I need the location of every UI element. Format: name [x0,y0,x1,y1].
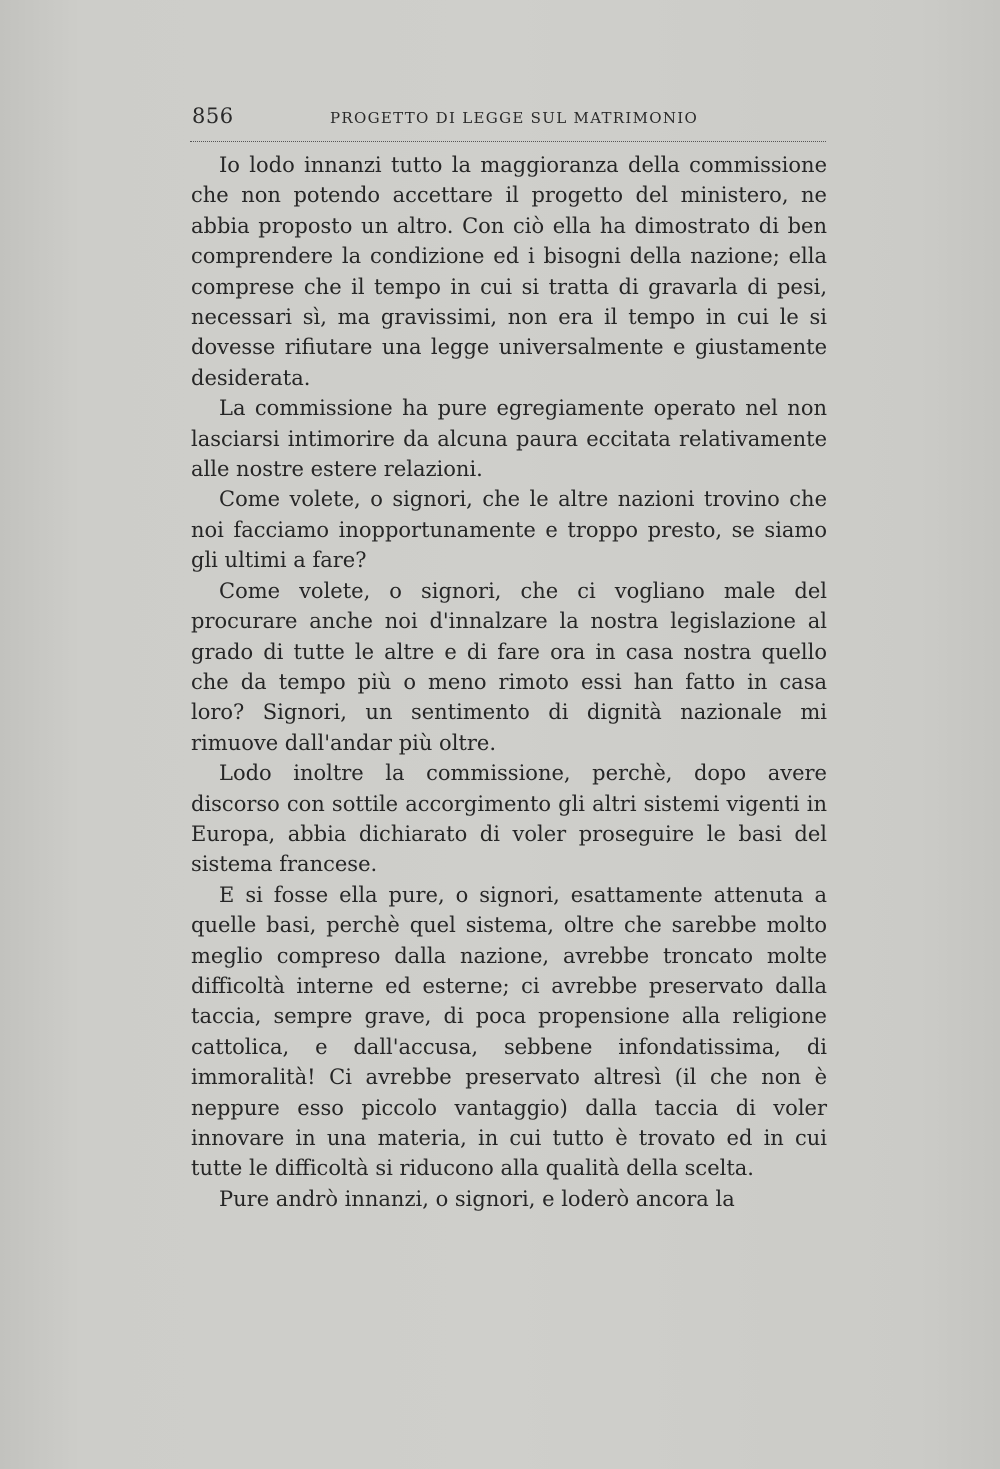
header-title: PROGETTO DI LEGGE SUL MATRIMONIO [330,109,699,127]
paragraph: La commissione ha pure egregiamente operato nel non lasciarsi intimorire da alcuna paura eccitata relativamente alle nostre estere relazioni. [191,396,827,482]
paragraph: E si fosse ella pure, o signori, esattamente attenuta a quelle basi, perchè quel sistema, oltre che sarebbe molto meglio compreso dalla nazione, avrebbe troncato molte difficoltà interne ed esterne; ci avrebbe preservato dalla taccia, sempre grave, di poca propensione alla religione cattolica, e dall'accusa, sebbene infondatissima, di immoralità! Ci avrebbe preservato altresì (il che non è neppure esso piccolo vantaggio) dalla taccia di voler innovare in una materia, in cui tutto è trovato ed in cui tutte le difficoltà si riducono alla qualità della scelta. [191,882,827,1181]
page-number: 856 [192,104,234,128]
paragraph: Io lodo innanzi tutto la maggioranza della commissione che non potendo accettare il progetto del ministero, ne abbia proposto un altro. Con ciò ella ha dimostrato di ben comprendere la condizione ed i bisogni della nazione; ella comprese che il tempo in cui si tratta di gravarla di pesi, necessari sì, ma gravissimi, non era il tempo in cui le si dovesse rifiutare una legge universalmente e giustamente desiderata. [191,153,827,390]
running-head [190,104,826,134]
paragraph: Pure andrò innanzi, o signori, e loderò ancora la [219,1186,735,1211]
paragraph: Lodo inoltre la commissione, perchè, dopo avere discorso con sottile accorgimento gli altri sistemi vigenti in Europa, abbia dichiarato di voler proseguire le basi del sistema francese. [191,761,827,877]
paragraph: Come volete, o signori, che le altre nazioni trovino che noi facciamo inopportunamente e troppo presto, se siamo gli ultimi a fare? [191,487,827,573]
body-text [191,150,827,1214]
paragraph: Come volete, o signori, che ci vogliano male del procurare anche noi d'innalzare la nostra legislazione al grado di tutte le altre e di fare ora in casa nostra quello che da tempo più o meno rimoto essi han fatto in casa loro? Signori, un sentimento di dignità nazionale mi rimuove dall'andar più oltre. [191,578,827,755]
header-rule [190,141,826,142]
